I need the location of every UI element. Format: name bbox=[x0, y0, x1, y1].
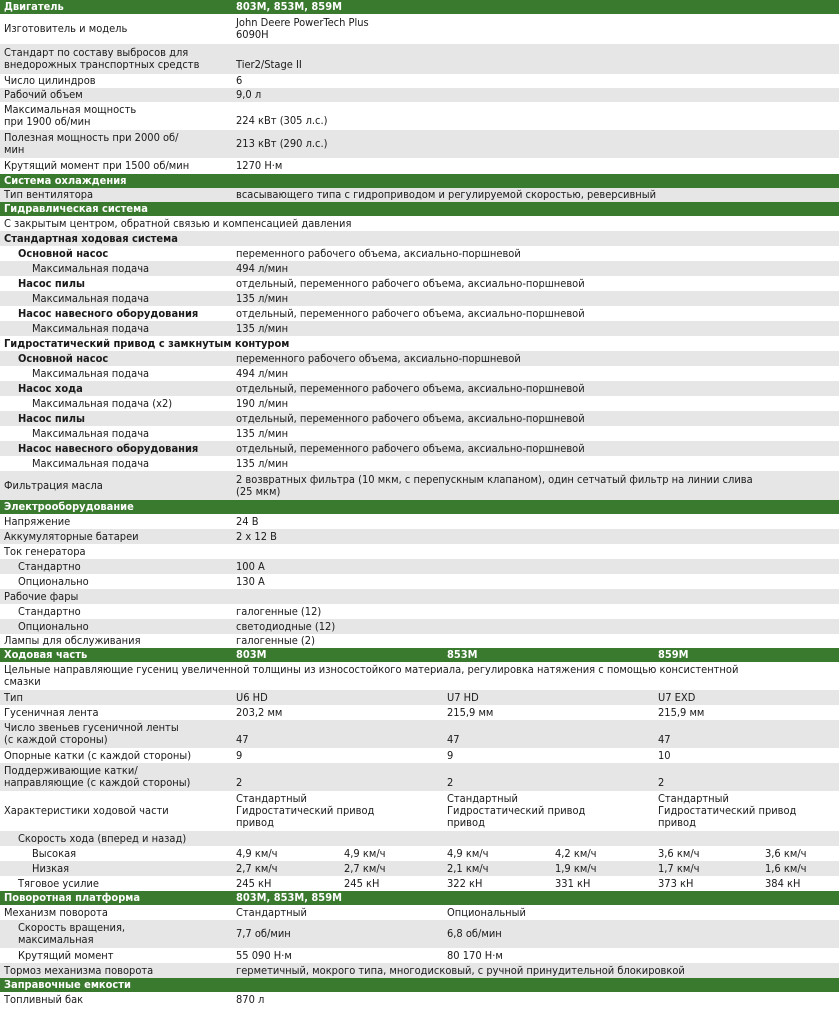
spec-value: 3,6 км/ч bbox=[658, 846, 700, 860]
spec-value: U6 HD bbox=[236, 690, 268, 704]
spec-row bbox=[0, 102, 839, 130]
spec-label: Опционально bbox=[18, 574, 89, 588]
spec-value: 47 bbox=[658, 733, 671, 746]
spec-value: 331 кН bbox=[555, 876, 591, 890]
section-title: Гидравлическая система bbox=[4, 202, 148, 215]
spec-value: 190 л/мин bbox=[236, 396, 289, 410]
spec-value: 2 возвратных фильтра (10 мкм, с перепускным клапаном), один сетчатый фильтр на линии слива (25 мкм) bbox=[236, 472, 753, 498]
spec-row bbox=[0, 559, 839, 574]
spec-value: отдельный, переменного рабочего объема, аксиально-поршневой bbox=[236, 441, 585, 455]
spec-label: Полезная мощность при 2000 об/ мин bbox=[4, 131, 179, 156]
spec-row bbox=[0, 604, 839, 619]
spec-row bbox=[0, 748, 839, 763]
spec-value: 373 кН bbox=[658, 876, 694, 890]
spec-label: Гусеничная лента bbox=[4, 705, 99, 719]
spec-row bbox=[0, 948, 839, 963]
section-title: Система охлаждения bbox=[4, 174, 127, 187]
section-header-undercarriage bbox=[0, 648, 839, 662]
spec-value: 1,6 км/ч bbox=[765, 861, 807, 875]
spec-label: Ток генератора bbox=[4, 544, 86, 558]
spec-label: Опционально bbox=[18, 619, 89, 633]
spec-row bbox=[0, 396, 839, 411]
section-header-engine bbox=[0, 0, 839, 14]
spec-value: 2 bbox=[658, 776, 665, 789]
spec-row bbox=[0, 574, 839, 589]
spec-row bbox=[0, 619, 839, 634]
spec-row bbox=[0, 992, 839, 1007]
spec-value: 2 bbox=[236, 776, 243, 789]
spec-value: переменного рабочего объема, аксиально-поршневой bbox=[236, 351, 521, 365]
spec-value: галогенные (2) bbox=[236, 634, 315, 647]
spec-row bbox=[0, 351, 839, 366]
spec-value: 322 кН bbox=[447, 876, 483, 890]
spec-label: Аккумуляторные батареи bbox=[4, 529, 139, 543]
spec-row bbox=[0, 88, 839, 102]
spec-row bbox=[0, 846, 839, 861]
subsection-label: Гидростатический привод с замкнутым контуром bbox=[4, 336, 290, 350]
column-header: 853M bbox=[447, 648, 478, 661]
spec-row bbox=[0, 544, 839, 559]
spec-value: переменного рабочего объема, аксиально-поршневой bbox=[236, 246, 521, 260]
spec-value: отдельный, переменного рабочего объема, аксиально-поршневой bbox=[236, 381, 585, 395]
spec-row bbox=[0, 905, 839, 920]
spec-label: Максимальная подача bbox=[32, 321, 150, 335]
spec-value: 130 А bbox=[236, 574, 265, 588]
spec-value: Опциональный bbox=[447, 905, 526, 919]
spec-row bbox=[0, 246, 839, 261]
spec-row bbox=[0, 720, 839, 748]
spec-intro: С закрытым центром, обратной связью и компенсацией давления bbox=[4, 216, 352, 230]
column-header: 803M bbox=[236, 648, 267, 661]
spec-label: Напряжение bbox=[4, 514, 71, 528]
spec-label: Максимальная подача bbox=[32, 366, 150, 380]
spec-value: 1,7 км/ч bbox=[658, 861, 700, 875]
spec-value: 870 л bbox=[236, 992, 265, 1006]
spec-value: отдельный, переменного рабочего объема, аксиально-поршневой bbox=[236, 276, 585, 290]
spec-label: Характеристики ходовой части bbox=[4, 804, 169, 817]
spec-row bbox=[0, 291, 839, 306]
spec-label: Тип bbox=[4, 690, 23, 704]
subsection-title bbox=[0, 831, 839, 846]
spec-row bbox=[0, 662, 839, 690]
spec-value: 3,6 км/ч bbox=[765, 846, 807, 860]
spec-row bbox=[0, 690, 839, 705]
spec-label: Скорость вращения, максимальная bbox=[18, 921, 126, 946]
spec-row bbox=[0, 529, 839, 544]
spec-value: 135 л/мин bbox=[236, 456, 289, 470]
spec-row bbox=[0, 426, 839, 441]
spec-value: 245 кН bbox=[236, 876, 272, 890]
spec-value: 4,9 км/ч bbox=[447, 846, 489, 860]
spec-row bbox=[0, 471, 839, 500]
spec-label: Стандартно bbox=[18, 604, 81, 618]
spec-label: Максимальная подача bbox=[32, 456, 150, 470]
subsection-label: Скорость хода (вперед и назад) bbox=[18, 831, 187, 845]
spec-row bbox=[0, 514, 839, 529]
spec-row bbox=[0, 306, 839, 321]
spec-value: 224 кВт (305 л.с.) bbox=[236, 114, 328, 127]
section-title: Ходовая часть bbox=[4, 648, 88, 661]
spec-label: Крутящий момент при 1500 об/мин bbox=[4, 159, 190, 172]
spec-value: всасывающего типа с гидроприводом и регулируемой скоростью, реверсивный bbox=[236, 188, 657, 201]
section-header-hydraulic bbox=[0, 202, 839, 216]
spec-value: галогенные (12) bbox=[236, 604, 322, 618]
spec-value: 213 кВт (290 л.с.) bbox=[236, 137, 328, 150]
spec-value: 47 bbox=[236, 733, 249, 746]
spec-row bbox=[0, 861, 839, 876]
spec-row bbox=[0, 705, 839, 720]
spec-value: 100 А bbox=[236, 559, 265, 573]
spec-value: отдельный, переменного рабочего объема, аксиально-поршневой bbox=[236, 306, 585, 320]
spec-value: 2,1 км/ч bbox=[447, 861, 489, 875]
spec-value: 203,2 мм bbox=[236, 705, 283, 719]
spec-row bbox=[0, 963, 839, 978]
spec-row bbox=[0, 276, 839, 291]
spec-row bbox=[0, 411, 839, 426]
spec-value: 135 л/мин bbox=[236, 321, 289, 335]
spec-row bbox=[0, 791, 839, 831]
column-header: 859M bbox=[658, 648, 689, 661]
section-title: Поворотная платформа bbox=[4, 891, 141, 904]
spec-value: 494 л/мин bbox=[236, 261, 289, 275]
spec-value: Стандартный bbox=[236, 905, 307, 919]
spec-value: 80 170 Н·м bbox=[447, 948, 503, 962]
spec-label: Насос хода bbox=[18, 381, 83, 395]
spec-label: Рабочие фары bbox=[4, 589, 79, 603]
spec-value: U7 HD bbox=[447, 690, 479, 704]
spec-value: 10 bbox=[658, 748, 671, 762]
spec-label: Максимальная подача bbox=[32, 261, 150, 275]
section-title: Заправочные емкости bbox=[4, 978, 131, 991]
spec-label: Максимальная подача bbox=[32, 291, 150, 305]
spec-label: Рабочий объем bbox=[4, 88, 83, 101]
spec-label: Стандарт по составу выбросов для внедорожных транспортных средств bbox=[4, 46, 200, 71]
section-title: Двигатель bbox=[4, 0, 64, 13]
subsection-title bbox=[0, 336, 839, 351]
spec-label: Основной насос bbox=[18, 351, 109, 365]
spec-label: Поддерживающие катки/ направляющие (с каждой стороны) bbox=[4, 764, 191, 789]
spec-label: Насос пилы bbox=[18, 411, 85, 425]
spec-label: Насос навесного оборудования bbox=[18, 441, 199, 455]
spec-label: Максимальная мощность при 1900 об/мин bbox=[4, 103, 137, 128]
spec-label: Крутящий момент bbox=[18, 948, 114, 962]
spec-value: Стандартный Гидростатический привод привод bbox=[447, 792, 586, 829]
spec-value: 4,9 км/ч bbox=[344, 846, 386, 860]
spec-row bbox=[0, 366, 839, 381]
spec-label: Тяговое усилие bbox=[18, 876, 99, 890]
spec-value: 1,9 км/ч bbox=[555, 861, 597, 875]
spec-label: Стандартно bbox=[18, 559, 81, 573]
spec-row bbox=[0, 14, 839, 44]
spec-value: 135 л/мин bbox=[236, 291, 289, 305]
section-header-electrical bbox=[0, 500, 839, 514]
spec-value: 47 bbox=[447, 733, 460, 746]
spec-row bbox=[0, 158, 839, 174]
spec-value: 7,7 об/мин bbox=[236, 927, 291, 940]
spec-value: U7 EXD bbox=[658, 690, 696, 704]
spec-label: Тип вентилятора bbox=[4, 188, 94, 201]
spec-value: 494 л/мин bbox=[236, 366, 289, 380]
spec-value: 4,9 км/ч bbox=[236, 846, 278, 860]
spec-label: Основной насос bbox=[18, 246, 109, 260]
spec-label: Низкая bbox=[32, 861, 70, 875]
spec-row bbox=[0, 74, 839, 88]
spec-label: Максимальная подача (x2) bbox=[32, 396, 173, 410]
spec-value: 1270 Н·м bbox=[236, 159, 283, 172]
spec-label: Фильтрация масла bbox=[4, 478, 103, 492]
spec-label: Лампы для обслуживания bbox=[4, 634, 141, 647]
spec-row bbox=[0, 216, 839, 231]
spec-label: Число звеньев гусеничной ленты (с каждой стороны) bbox=[4, 721, 179, 746]
spec-label: Тормоз механизма поворота bbox=[4, 963, 154, 977]
spec-value: 9 bbox=[236, 748, 243, 762]
spec-row bbox=[0, 589, 839, 604]
spec-label: Опорные катки (с каждой стороны) bbox=[4, 748, 192, 762]
spec-value: 135 л/мин bbox=[236, 426, 289, 440]
section-header-cooling bbox=[0, 174, 839, 188]
spec-value: 9 bbox=[447, 748, 454, 762]
spec-value: 2 x 12 В bbox=[236, 529, 277, 543]
spec-value: 6,8 об/мин bbox=[447, 927, 502, 940]
spec-value: 9,0 л bbox=[236, 88, 262, 101]
spec-row bbox=[0, 634, 839, 648]
section-header-capacities bbox=[0, 978, 839, 992]
section-title: Электрооборудование bbox=[4, 500, 134, 513]
spec-value: Tier2/Stage II bbox=[236, 58, 302, 71]
spec-label: Число цилиндров bbox=[4, 74, 96, 87]
spec-value: отдельный, переменного рабочего объема, аксиально-поршневой bbox=[236, 411, 585, 425]
spec-value: Стандартный Гидростатический привод привод bbox=[236, 792, 375, 829]
spec-label: Механизм поворота bbox=[4, 905, 108, 919]
spec-row bbox=[0, 763, 839, 791]
spec-value: светодиодные (12) bbox=[236, 619, 336, 633]
section-models: 803M, 853M, 859M bbox=[236, 891, 342, 904]
spec-label: Топливный бак bbox=[4, 992, 84, 1006]
spec-value: 4,2 км/ч bbox=[555, 846, 597, 860]
spec-row bbox=[0, 920, 839, 948]
spec-row bbox=[0, 381, 839, 396]
spec-value: 2,7 км/ч bbox=[344, 861, 386, 875]
spec-value: 55 090 Н·м bbox=[236, 948, 292, 962]
spec-value: 245 кН bbox=[344, 876, 380, 890]
spec-value: 6 bbox=[236, 74, 243, 87]
spec-row bbox=[0, 456, 839, 471]
spec-label: Максимальная подача bbox=[32, 426, 150, 440]
spec-label: Насос навесного оборудования bbox=[18, 306, 199, 320]
spec-value: John Deere PowerTech Plus 6090H bbox=[236, 16, 369, 41]
spec-value: герметичный, мокрого типа, многодисковый, с ручной принудительной блокировкой bbox=[236, 963, 685, 977]
spec-row bbox=[0, 876, 839, 891]
subsection-title bbox=[0, 231, 839, 246]
spec-label: Насос пилы bbox=[18, 276, 85, 290]
spec-value: 215,9 мм bbox=[447, 705, 494, 719]
spec-value: 24 В bbox=[236, 514, 259, 528]
spec-row bbox=[0, 321, 839, 336]
spec-intro: Цельные направляющие гусениц увеличенной толщины из износостойкого материала, регулировка натяжения с помощью консистентной смазки bbox=[4, 663, 739, 688]
spec-row bbox=[0, 441, 839, 456]
spec-row bbox=[0, 261, 839, 276]
spec-label: Высокая bbox=[32, 846, 77, 860]
spec-row bbox=[0, 44, 839, 74]
subsection-label: Стандартная ходовая система bbox=[4, 231, 178, 245]
spec-value: 2,7 км/ч bbox=[236, 861, 278, 875]
spec-label: Изготовитель и модель bbox=[4, 22, 128, 35]
spec-row bbox=[0, 130, 839, 158]
spec-value: Стандартный Гидростатический привод привод bbox=[658, 792, 797, 829]
spec-value: 384 кН bbox=[765, 876, 801, 890]
spec-value: 2 bbox=[447, 776, 454, 789]
section-models: 803M, 853M, 859M bbox=[236, 0, 342, 13]
section-header-swing bbox=[0, 891, 839, 905]
spec-value: 215,9 мм bbox=[658, 705, 705, 719]
spec-row bbox=[0, 188, 839, 202]
